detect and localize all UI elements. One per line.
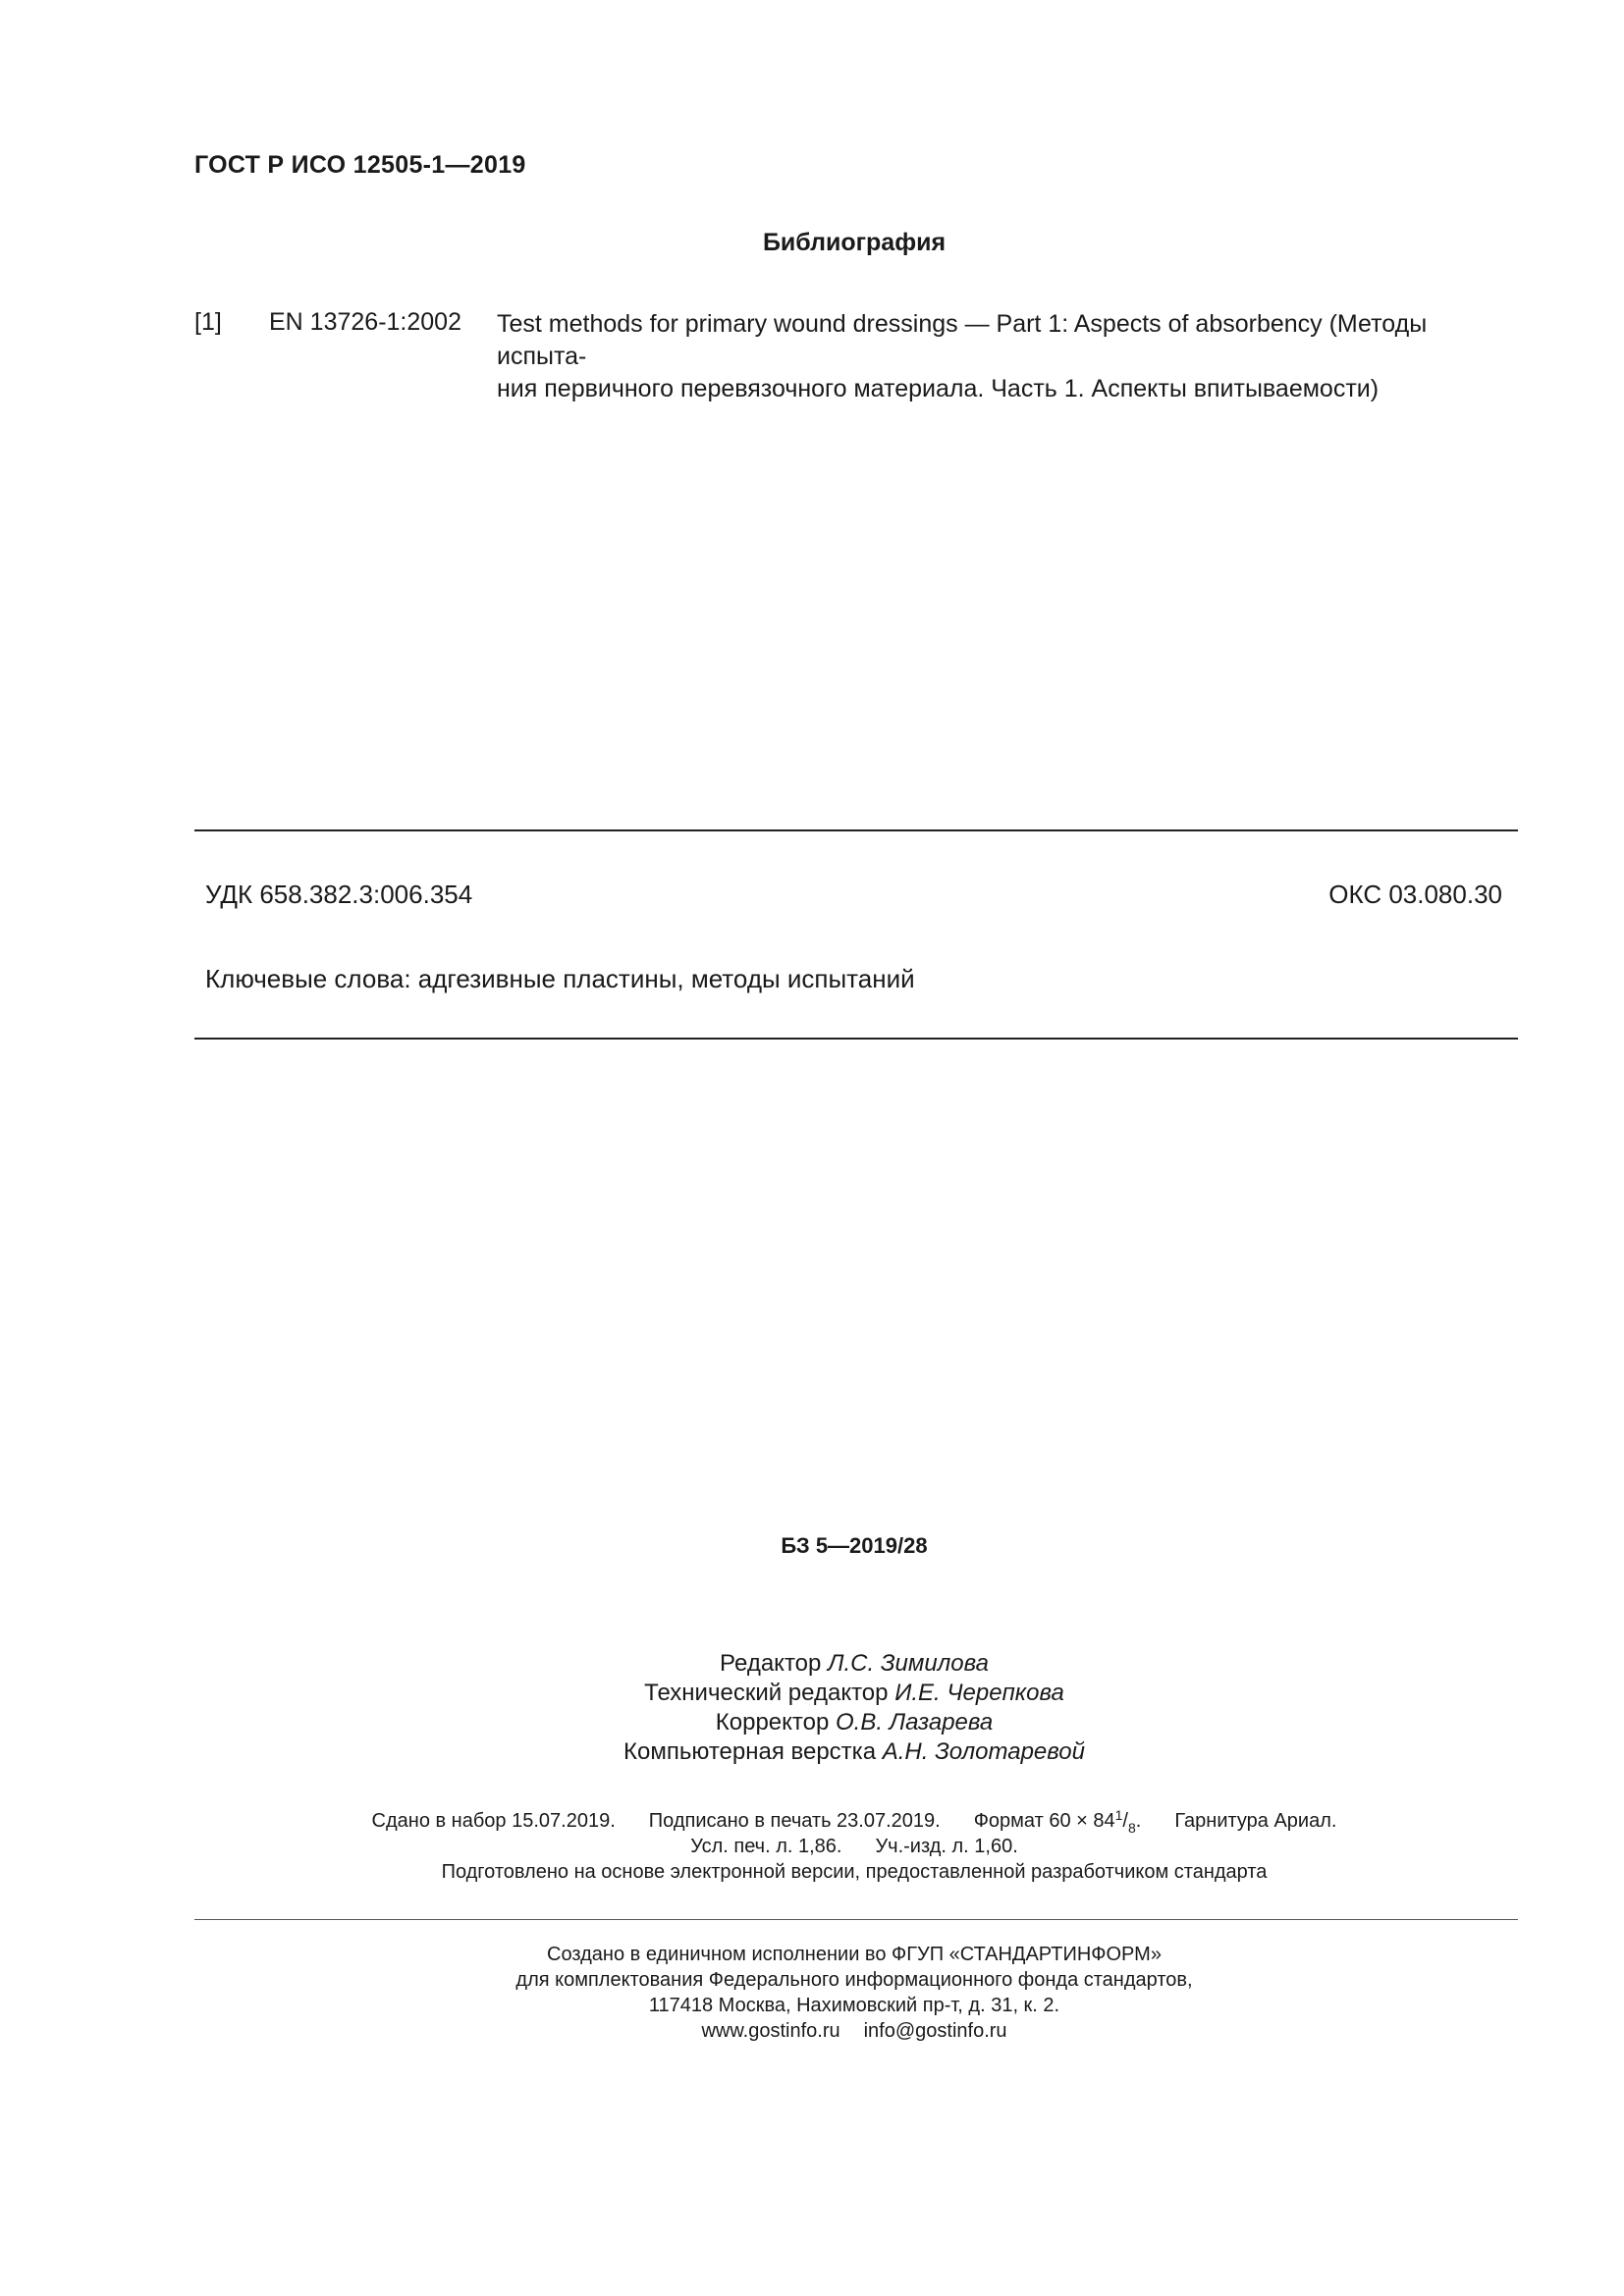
bibliography-entry-number: [1]: [194, 308, 222, 336]
credit-tech-editor: Технический редактор И.Е. Черепкова: [644, 1680, 1064, 1706]
bibliography-title: Библиография: [762, 229, 947, 256]
bz-number: БЗ 5—2019/28: [781, 1533, 928, 1558]
website-link[interactable]: www.gostinfo.ru: [701, 2020, 840, 2042]
submitted-date: Сдано в набор 15.07.2019.: [371, 1810, 616, 1832]
document-id: ГОСТ Р ИСО 12505-1—2019: [194, 151, 526, 179]
credit-layout: Компьютерная верстка А.Н. Золотаревой: [623, 1738, 1085, 1765]
bibliography-entry-title-line2: ния первичного перевязочного материала. Часть 1. Аспекты впитываемости): [497, 375, 1380, 402]
publisher-sheets: Уч.-изд. л. 1,60.: [875, 1836, 1018, 1857]
credit-editor: Редактор Л.С. Зимилова: [720, 1650, 989, 1677]
keywords: Ключевые слова: адгезивные пластины, методы испытаний: [205, 964, 915, 993]
email-link[interactable]: info@gostinfo.ru: [863, 2020, 1007, 2042]
bibliography-entry-code: EN 13726-1:2002: [269, 308, 461, 336]
credits-block: [0, 1649, 1624, 1767]
footer-line1: Создано в единичном исполнении во ФГУП «СТАНДАРТИНФОРМ»: [547, 1944, 1162, 1965]
print-info: [0, 1808, 1624, 1885]
print-sheets: Усл. печ. л. 1,86.: [690, 1836, 842, 1857]
print-format: Формат $60 \times 84^1/_8$.: [973, 1807, 1142, 1836]
signed-date: Подписано в печать 23.07.2019.: [648, 1810, 941, 1832]
bibliography-entry-title: [497, 308, 1518, 405]
udk-code: УДК 658.382.3:006.354: [205, 880, 473, 909]
footer-contacts: [0, 2018, 1624, 2044]
divider-middle: [194, 1038, 1518, 1040]
publisher-footer: [0, 1942, 1624, 2044]
credit-proofreader: Корректор О.В. Лазарева: [715, 1709, 994, 1735]
typeface: Гарнитура Ариал.: [1174, 1810, 1337, 1832]
bibliography-entry-title-line1: Test methods for primary wound dressings — Part 1: Aspects of absorbency (Методы испыта-: [497, 310, 1428, 370]
footer-address: 117418 Москва, Нахимовский пр-т, д. 31, к. 2.: [648, 1995, 1060, 2016]
prepared-note: Подготовлено на основе электронной версии, предоставленной разработчиком стандарта: [441, 1861, 1268, 1883]
print-info-line2: [0, 1834, 1624, 1859]
divider-top: [194, 829, 1518, 831]
print-info-line1: [0, 1808, 1624, 1834]
divider-bottom: [194, 1919, 1518, 1920]
oks-code: ОКС 03.080.30: [1328, 880, 1502, 909]
footer-line2: для комплектования Федерального информационного фонда стандартов,: [515, 1969, 1193, 1991]
